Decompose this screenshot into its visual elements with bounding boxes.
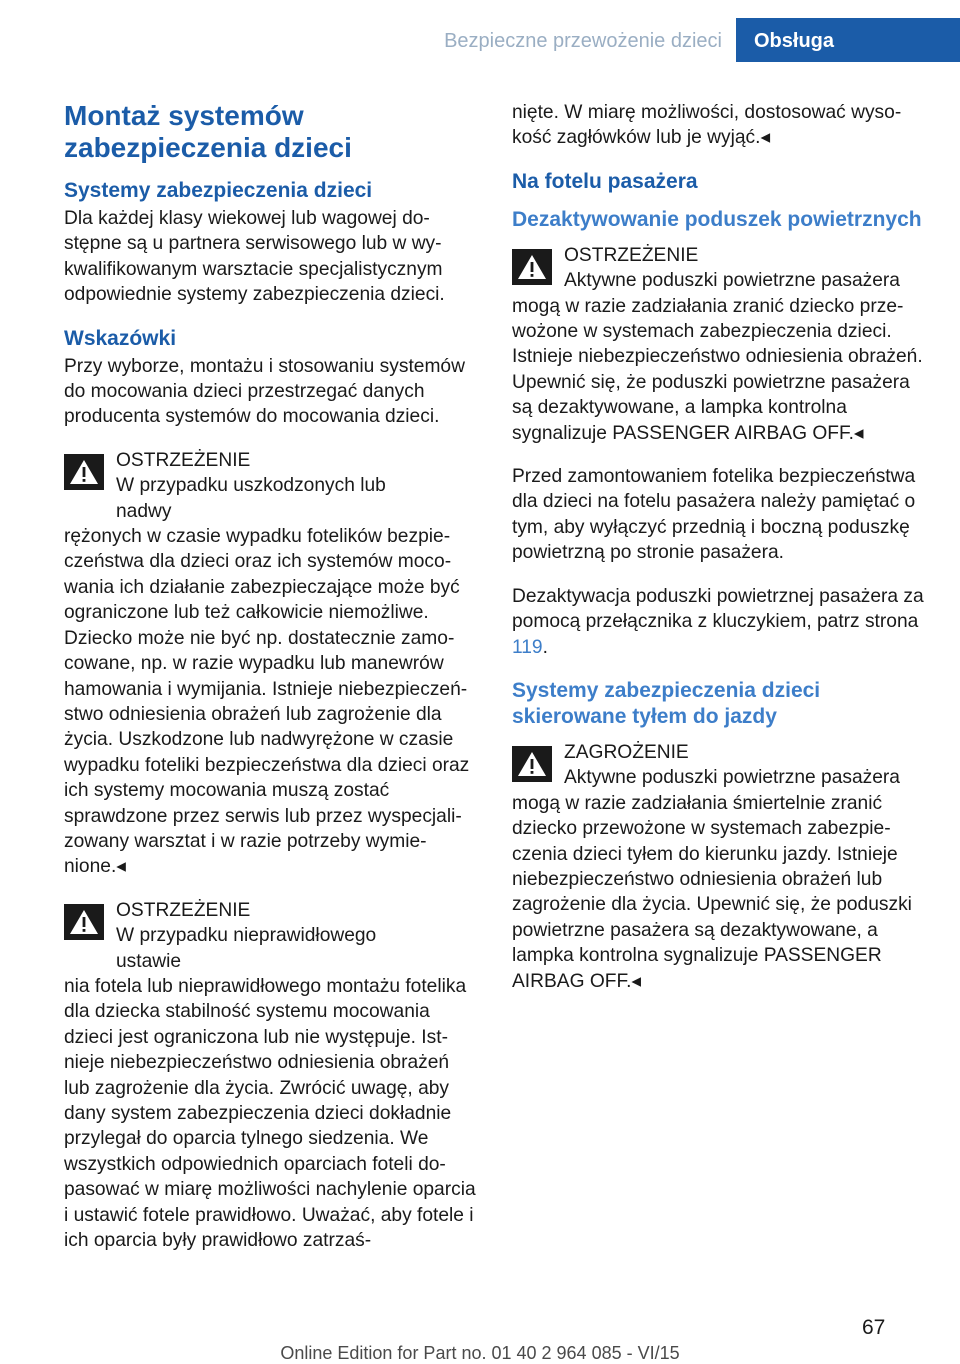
heading-rear-facing: Systemy zabezpieczenia dzieci skierowane tyłem do jazdy	[512, 678, 821, 728]
page-header	[0, 0, 960, 62]
paragraph-tips: Przy wyborze, montażu i stosowaniu systemów do mocowania dzieci przestrzegać danych producenta systemów do mocowania dzieci.	[64, 355, 465, 428]
warning-text-first-line: W przypadku nieprawidłowego ustawie	[116, 925, 377, 972]
paragraph-before-install: Przed zamontowaniem fotelika bezpieczeństwa dla dzieci na fotelu pasażera należy pamiętać o tym, aby wyłączyć przednią i boczną poduszkę powietrzną po stronie pasażera.	[512, 466, 916, 564]
danger-label: ZAGROŻENIE	[564, 741, 689, 763]
right-column	[512, 100, 928, 1012]
page-reference-link[interactable]: 119	[512, 636, 543, 658]
heading-deactivate-airbags: Dezaktywowanie poduszek powietrznych	[512, 207, 922, 231]
header-chapter-tab: Obsługa	[736, 18, 960, 62]
warning-triangle-icon	[512, 249, 552, 285]
heading-passenger-seat: Na fotelu pasażera	[512, 169, 698, 193]
warning-text: mogą w razie zadziałania śmiertelnie zranić dziecko przewożone w systemach zabezpieczenia dzieci tyłem do kierunku jazdy. Istnieje niebezpieczeństwo odniesienia obrażeń lub zagrożenie dla życia. Upewnić się, że poduszki powietrzne pasażera są dezaktywowane, a lampka kontrolna sygnalizuje PASSENGER AIRBAG OFF.◂	[512, 792, 912, 992]
left-column	[64, 100, 480, 1271]
warning-block-damaged	[64, 448, 480, 880]
warning-text: rężonych w czasie wypadku fotelików bezpieczeństwa dla dzieci oraz ich systemów mocowania ich działanie zabezpieczające może być ograniczone lub też całkowicie niemożliwe. Dziecko może nie być np. dostatecznie zamocowane, np. w razie wypadku lub manewrów hamowania i wymijania. Istnieje niebezpieczeństwo odniesienia obrażeń lub zagrożenie dla życia. Uszkodzone lub nadwyrężone w czasie wypadku foteliki bezpieczeństwa dla dzieci oraz ich systemy mocowania muszą zostać sprawdzone przez serwis lub przez wyspecjalizowany warsztat i w razie potrzeby wymienione.◂	[64, 526, 470, 878]
warning-text-first-line: Aktywne poduszki powietrzne pasażera	[564, 270, 900, 292]
header-section-title: Bezpieczne przewożenie dzieci	[444, 30, 722, 52]
page-number: 67	[862, 1316, 886, 1339]
paragraph-continuation: nięte. W miarę możliwości, dostosować wysokość zagłówków lub je wyjąć.◂	[512, 102, 902, 149]
warning-text-first-line: W przypadku uszkodzonych lub nadwy	[116, 475, 386, 522]
warning-text: nia fotela lub nieprawidłowego montażu fotelika dla dziecka stabilność systemu mocowania dzieci jest ograniczona lub nie występuje. Istnieje niebezpieczeństwo odniesienia obrażeń lub zagrożenie dla życia. Zwrócić uwagę, aby dany system zabezpieczenia dzieci dokładnie przylegał do oparcia tylnego siedzenia. We wszystkich odpowiednich oparciach foteli dopasować w miarę możliwości nachylenie oparcia i ustawić fotele prawidłowo. Uważać, aby fotele i ich oparcia były prawidłowo zatrzaś-	[64, 975, 476, 1252]
warning-label: OSTRZEŻENIE	[116, 899, 251, 921]
warning-block-active-airbags	[512, 243, 928, 446]
warning-triangle-icon	[512, 746, 552, 782]
footer-edition: Online Edition for Part no. 01 40 2 964 085 - VI/15	[280, 1343, 680, 1363]
warning-block-danger	[512, 740, 928, 994]
paragraph-child-systems: Dla każdej klasy wiekowej lub wagowej dostępne są u partnera serwisowego lub w wykwalifikowanym warsztacie specjalistycznym odpowiednie systemy zabezpieczenia dzieci.	[64, 208, 445, 306]
warning-label: OSTRZEŻENIE	[116, 449, 251, 471]
page-title: Montaż systemów zabezpieczenia dzieci	[64, 100, 352, 163]
warning-triangle-icon	[64, 454, 104, 490]
paragraph-deactivation	[512, 584, 928, 660]
warning-text-first-line: Aktywne poduszki powietrzne pasażera	[564, 767, 900, 789]
warning-text: mogą w razie zadziałania zranić dziecko przewożone w systemach zabezpieczenia dzieci. Istnieje niebezpieczeństwo odniesienia obrażeń. Upewnić się, że poduszki powietrzne pasażera są dezaktywowane, a lampka kontrolna sygnalizuje PASSENGER AIRBAG OFF.◂	[512, 295, 923, 444]
heading-child-systems: Systemy zabezpieczenia dzieci	[64, 179, 373, 202]
heading-tips: Wskazówki	[64, 326, 177, 350]
warning-block-installation	[64, 898, 480, 1254]
warning-triangle-icon	[64, 904, 104, 940]
warning-label: OSTRZEŻENIE	[564, 244, 699, 266]
paragraph-deactivation-text: Dezaktywacja poduszki powietrznej pasażera za pomocą przełącznika z kluczykiem, patrz strona	[512, 585, 924, 633]
paragraph-deactivation-end: .	[542, 636, 548, 658]
